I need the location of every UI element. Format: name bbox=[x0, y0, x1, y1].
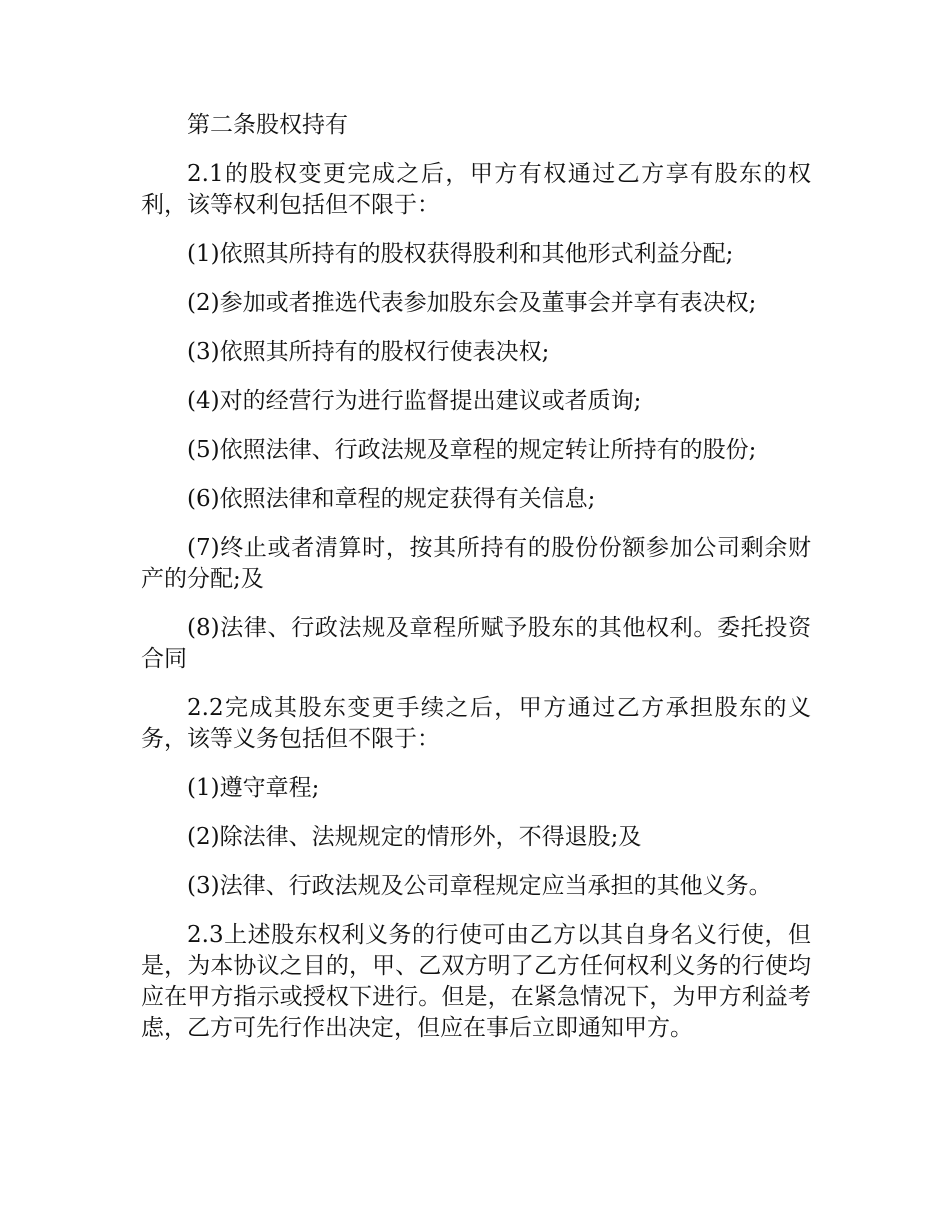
right-item-3: (3)依照其所持有的股权行使表决权; bbox=[187, 339, 550, 365]
clause-2-3-text: 2.3上述股东权利义务的行使可由乙方以其自身名义行使，但是，为本协议之目的，甲、乙双方明了乙方任何权利义务的行使均应在甲方指示或授权下进行。但是，在紧急情况下，为甲方利益考虑，乙方可先行作出决定，但应在事后立即通知甲方。 bbox=[141, 922, 811, 1041]
document-body bbox=[141, 110, 811, 1062]
right-item-8: (8)法律、行政法规及章程所赋予股东的其他权利。委托投资合同 bbox=[141, 615, 811, 672]
right-item-6: (6)依照法律和章程的规定获得有关信息; bbox=[187, 486, 596, 512]
right-item-1: (1)依照其所持有的股权获得股利和其他形式利益分配; bbox=[187, 241, 734, 267]
right-item-2: (2)参加或者推选代表参加股东会及董事会并享有表决权; bbox=[187, 290, 757, 316]
right-item-5: (5)依照法律、行政法规及章程的规定转让所持有的股份; bbox=[187, 437, 757, 463]
clause-2-1-intro: 2.1的股权变更完成之后，甲方有权通过乙方享有股东的权利，该等权利包括但不限于： bbox=[141, 161, 811, 218]
duty-item-3: (3)法律、行政法规及公司章程规定应当承担的其他义务。 bbox=[187, 873, 772, 899]
article-heading: 第二条股权持有 bbox=[187, 112, 348, 138]
duty-item-1: (1)遵守章程; bbox=[187, 775, 320, 801]
right-item-4: (4)对的经营行为进行监督提出建议或者质询; bbox=[187, 388, 642, 414]
duty-item-2: (2)除法律、法规规定的情形外，不得退股;及 bbox=[187, 824, 642, 850]
right-item-7: (7)终止或者清算时，按其所持有的股份份额参加公司剩余财产的分配;及 bbox=[141, 535, 811, 592]
clause-2-2-intro: 2.2完成其股东变更手续之后，甲方通过乙方承担股东的义务，该等义务包括但不限于： bbox=[141, 695, 811, 752]
